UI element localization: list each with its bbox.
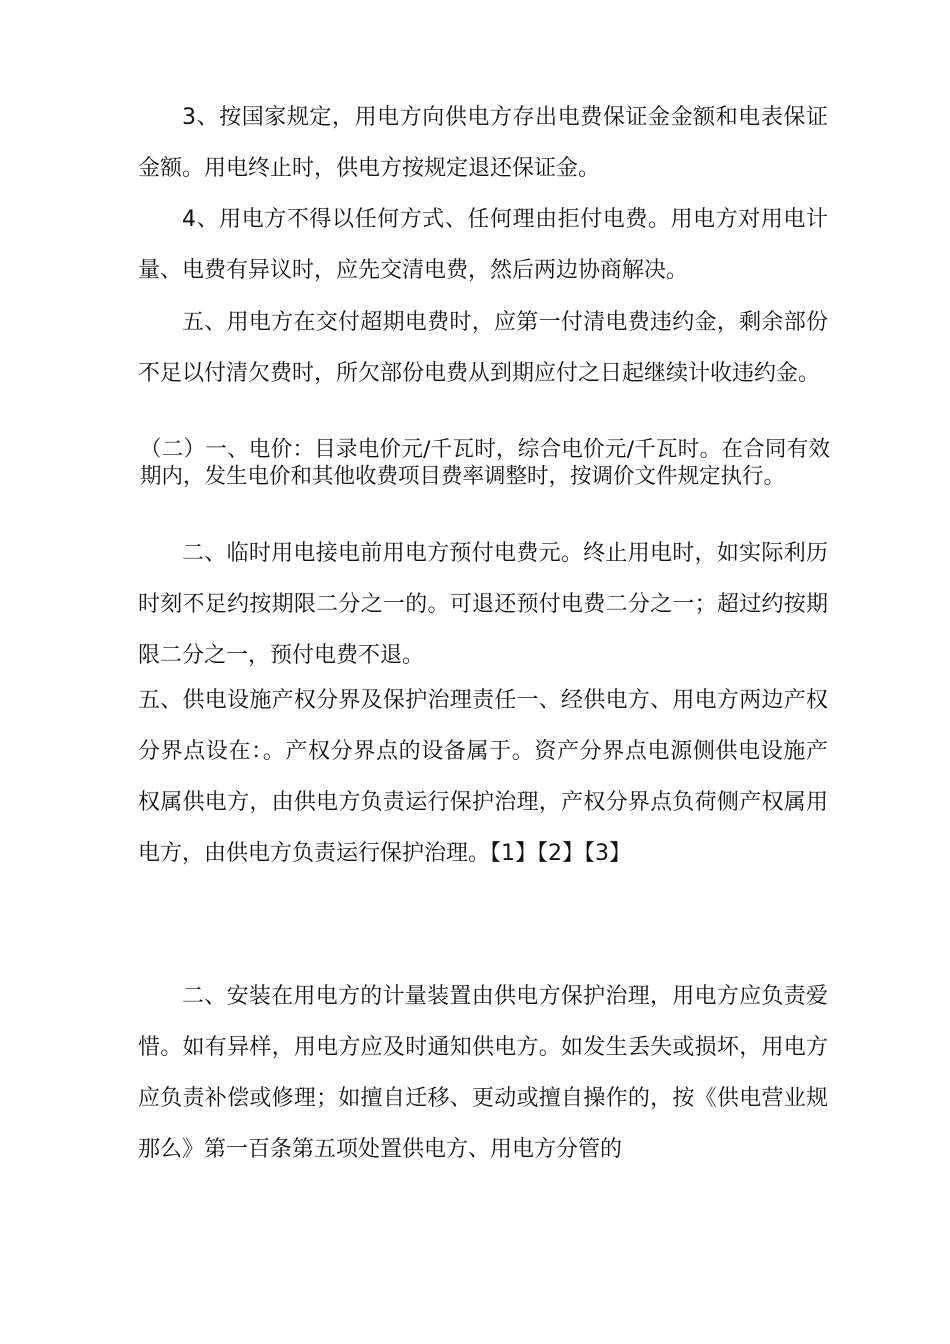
paragraph-no-refusal: 4、用电方不得以任何方式、任何理由拒付电费。用电方对用电计量、电费有异议时，应先交清电费，然后两边协商解决。 — [138, 207, 828, 283]
paragraph-price: （二）一、电价：目录电价元/千瓦时，综合电价元/千瓦时。在合同有效期内，发生电价和其他收费项目费率调整时，按调价文件规定执行。 — [140, 437, 830, 489]
paragraph-deposit: 3、按国家规定，用电方向供电方存出电费保证金金额和电表保证金额。用电终止时，供电方按规定退还保证金。 — [138, 105, 828, 181]
paragraph-prepay: 二、临时用电接电前用电方预付电费元。终止用电时，如实际利历时刻不足约按期限二分之一的。可退还预付电费二分之一；超过约按期限二分之一，预付电费不退。 — [138, 541, 828, 668]
paragraph-overdue: 五、用电方在交付超期电费时，应第一付清电费违约金，剩余部份不足以付清欠费时，所欠部份电费从到期应付之日起继续计收违约金。 — [138, 310, 828, 386]
paragraph-metering: 二、安装在用电方的计量装置由供电方保护治理，用电方应负责爱惜。如有异样，用电方应及时通知供电方。如发生丢失或损坏，用电方应负责补偿或修理；如擅自迁移、更动或擅自操作的，按《供电营业规那么》第一百条第五项处置供电方、用电方分管的 — [138, 984, 828, 1162]
paragraph-property: 五、供电设施产权分界及保护治理责任一、经供电方、用电方两边产权分界点设在：。产权分界点的设备属于。资产分界点电源侧供电设施产权属供电方，由供电方负责运行保护治理，产权分界点负荷侧产权属用电方，由供电方负责运行保护治理。【1】【2】【3】 — [138, 688, 828, 866]
